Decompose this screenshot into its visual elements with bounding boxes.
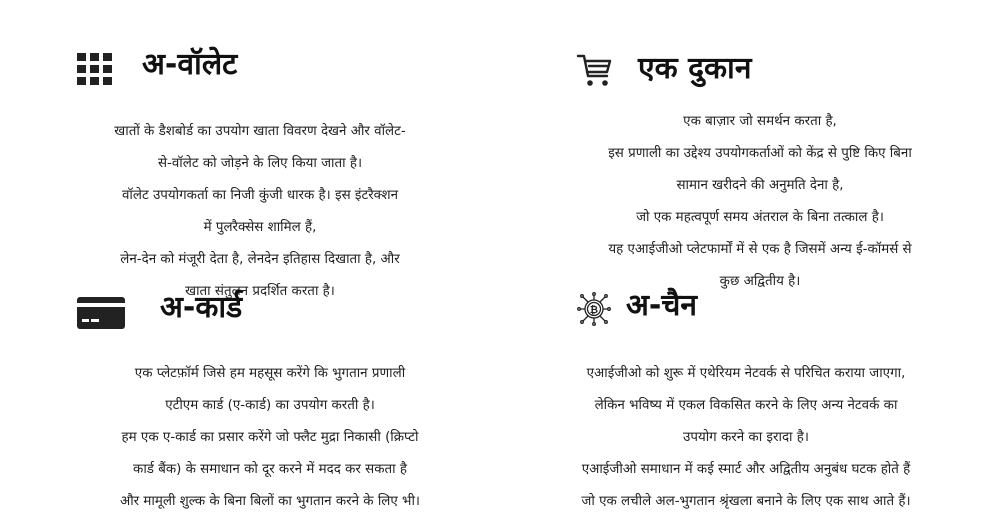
feature-title: अ-वॉलेट — [142, 47, 238, 82]
description-line: उपयोग करने का इरादा है। — [683, 430, 809, 445]
feature-description — [40, 350, 500, 526]
description-line: में पुलरैक्सेस शामिल हैं, — [203, 220, 317, 235]
feature-description — [518, 350, 974, 526]
description-line: एआईजीओ को शुरू में एथेरियम नेटवर्क से परिचित कराया जाएगा, — [586, 366, 906, 381]
description-line: वॉलेट उपयोगकर्ता का निजी कुंजी धारक है। इस इंटरैक्शन — [121, 188, 399, 203]
feature-title: एक दुकान — [638, 51, 752, 86]
feature-title: अ-कार्ड — [160, 290, 243, 325]
description-line: एक बाज़ार जो समर्थन करता है, — [683, 114, 837, 129]
description-line: एक प्लेटफ़ॉर्म जिसे हम महसूस करेंगे कि भुगतान प्रणाली — [134, 366, 406, 381]
bitcoin-chip-icon — [576, 291, 612, 327]
feature-heading-chain — [576, 285, 697, 327]
description-line: कार्ड बैंक) के समाधान को दूर करने में मदद कर सकता है — [133, 462, 407, 477]
feature-title: अ-चैन — [626, 288, 698, 323]
feature-heading-shop — [576, 48, 751, 90]
description-line: से-वॉलेट को जोड़ने के लिए किया जाता है। — [157, 156, 363, 171]
description-line: एआईजीओ समाधान में कई स्मार्ट और अद्वितीय अनुबंध घटक होते हैं — [581, 462, 911, 477]
description-line: जो एक लचीले अल-भुगतान श्रृंखला बनाने के लिए एक साथ आते हैं। — [581, 494, 911, 509]
description-line: खातों के डैशबोर्ड का उपयोग खाता विवरण देखने और वॉलेट- — [114, 124, 406, 139]
grid-apps-icon — [76, 50, 114, 88]
description-line: खाता संतुलन प्रदर्शित करता है। — [185, 284, 335, 299]
credit-card-icon — [76, 295, 126, 331]
shopping-cart-icon — [576, 52, 614, 90]
description-line: लेकिन भविष्य में एकल विकसित करने के लिए अन्य नेटवर्क का — [594, 398, 898, 413]
feature-heading-card — [76, 285, 242, 331]
description-line: और मामूली शुल्क के बिना बिलों का भुगतान करने के लिए भी। — [119, 494, 421, 509]
description-line: लेन-देन को मंजूरी देता है, लेनदेन इतिहास दिखाता है, और — [120, 252, 400, 267]
description-line: कुछ अद्वितीय है। — [719, 274, 801, 289]
description-line: सामान खरीदने की अनुमति देना है, — [676, 178, 844, 193]
svg-text:₿: ₿ — [589, 305, 599, 316]
description-line: इस प्रणाली का उद्देश्य उपयोगकर्ताओं को केंद्र से पुष्टि किए बिना — [608, 146, 912, 161]
feature-description — [534, 98, 986, 306]
description-line: एटीएम कार्ड (ए-कार्ड) का उपयोग करती है। — [165, 398, 375, 413]
description-line: यह एआईजीओ प्लेटफार्मों में से एक है जिसमें अन्य ई-कॉमर्स से — [608, 242, 912, 257]
feature-heading-wallet — [76, 42, 237, 88]
description-line: हम एक ए-कार्ड का प्रसार करेंगे जो फ्लैट मुद्रा निकासी (क्रिप्टो — [121, 430, 419, 445]
description-line: जो एक महत्वपूर्ण समय अंतराल के बिना तत्काल है। — [636, 210, 884, 225]
